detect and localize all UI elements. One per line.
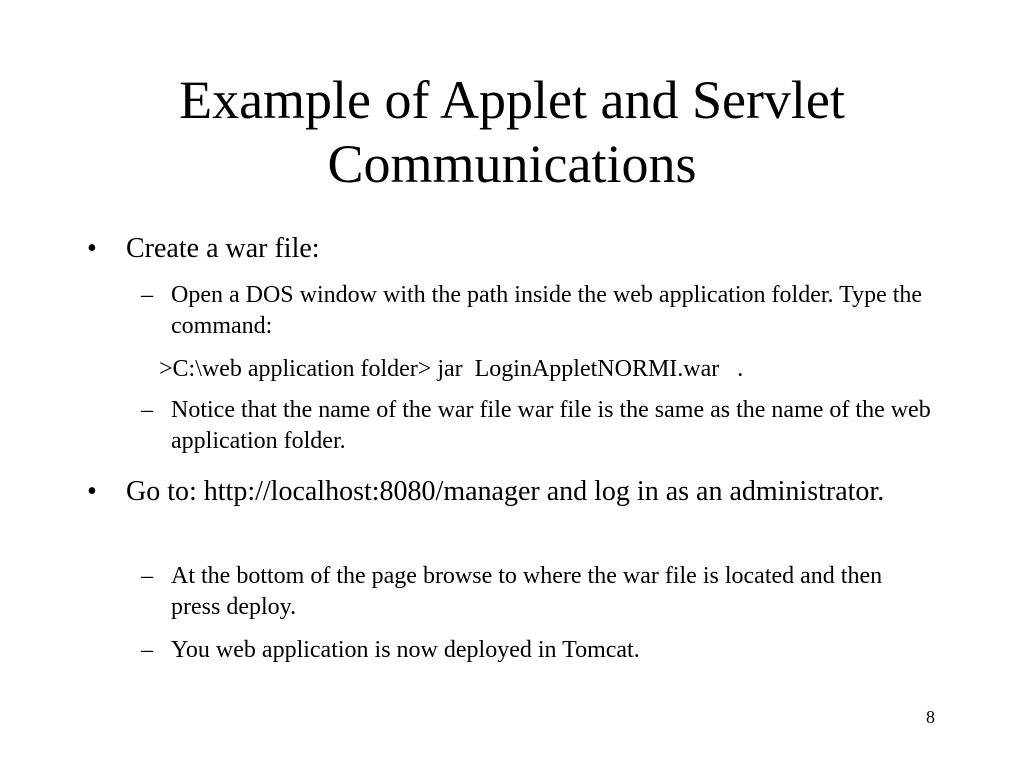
bullet-text: Go to: http://localhost:8080/manager and log in as an administrator.	[126, 476, 885, 507]
sub-bullet-text: At the bottom of the page browse to where the war file is located and then press deploy.	[171, 563, 883, 620]
sub-bullet-item	[141, 635, 931, 666]
dash-marker: –	[141, 282, 153, 308]
command-line: >C:\web application folder> jar LoginAppletNORMI.war .	[159, 356, 744, 382]
bullet-item	[87, 231, 916, 267]
dash-marker: –	[141, 563, 153, 589]
dash-marker: –	[141, 397, 153, 423]
page-number: 8	[926, 707, 935, 727]
sub-bullet-text: Open a DOS window with the path inside the web application folder. Type the command:	[171, 282, 923, 339]
slide-title: Example of Applet and Servlet Communications	[179, 70, 845, 194]
bullet-text: Create a war file:	[126, 233, 320, 264]
dash-marker: –	[141, 637, 153, 663]
bullet-marker: •	[87, 476, 97, 507]
sub-bullet-text: Notice that the name of the war file war file is the same as the name of the web application folder.	[171, 397, 931, 454]
bullet-item	[87, 474, 916, 510]
sub-bullet-item	[141, 395, 931, 457]
sub-bullet-text: You web application is now deployed in Tomcat.	[171, 637, 640, 663]
sub-bullet-item	[141, 280, 931, 342]
bullet-marker: •	[87, 233, 97, 264]
sub-bullet-item	[141, 561, 931, 623]
